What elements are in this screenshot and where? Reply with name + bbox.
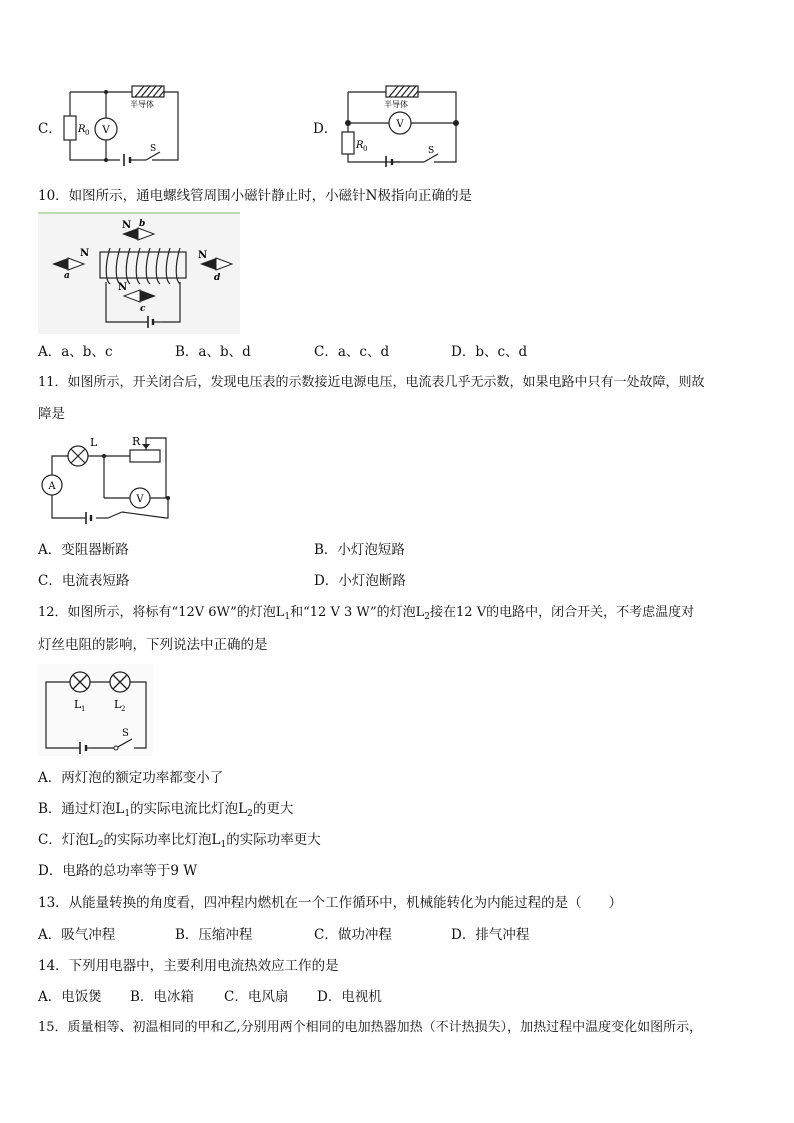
voltmeter-label: V (396, 119, 404, 130)
q10-compass-d-n: N (198, 250, 208, 261)
q11-option-c: C．电流表短路 (38, 573, 130, 589)
switch-label: S (150, 144, 157, 154)
q14-option-d: D．电视机 (317, 989, 382, 1005)
q10-option-c: C．a、c、d (314, 344, 390, 360)
q12-l2-label: L (114, 698, 122, 711)
q10-option-b: B．a、b、d (175, 344, 251, 360)
q11-option-b: B．小灯泡短路 (314, 542, 405, 558)
q13-option-c: C．做功冲程 (314, 927, 392, 943)
q13-stem: 13．从能量转换的角度看，四冲程内燃机在一个工作循环中，机械能转化为内能过程的是（ ） (38, 895, 623, 911)
option-d-circuit-figure (338, 82, 463, 167)
q14-option-c: C．电风扇 (224, 989, 289, 1005)
q12-option-d: D．电路的总功率等于9 W (38, 863, 198, 879)
q11-rheostat-label: R (132, 435, 141, 448)
semiconductor-label: 半导体 (130, 100, 154, 109)
q14-option-a: A．电饭煲 (38, 989, 102, 1005)
q10-compass-b-n: N (122, 220, 132, 231)
r0-subscript: 0 (85, 129, 90, 137)
q10-compass-a-label: a (64, 271, 70, 281)
voltmeter-label: V (102, 125, 110, 136)
q11-lamp-label: L (90, 436, 98, 449)
r0-subscript: 0 (363, 145, 368, 153)
option-c-circuit-figure (60, 82, 185, 167)
q11-voltmeter-label: V (136, 494, 144, 505)
q11-stem-line2: 障是 (38, 406, 65, 422)
r0-label: R (78, 124, 86, 135)
q13-option-d: D．排气冲程 (451, 927, 530, 943)
q12-l1-label: L (74, 698, 82, 711)
q12-l1-subscript: 1 (81, 705, 86, 713)
q12-option-c: C．灯泡$L_2$的实际功率比灯泡$L_1$的实际功率更大 (38, 832, 321, 850)
q11-circuit-figure (38, 430, 178, 525)
q10-compass-c-label: c (140, 304, 146, 314)
q12-circuit-figure (38, 664, 153, 756)
q10-compass-d-label: d (214, 273, 221, 283)
q11-option-a: A．变阻器断路 (38, 542, 129, 558)
q12-switch-label: S (122, 728, 129, 739)
q10-compass-c-n: N (118, 282, 128, 293)
q12-option-b: B．通过灯泡$L_1$的实际电流比灯泡$L_2$的更大 (38, 801, 294, 819)
q12-stem-line2: 灯丝电阻的影响，下列说法中正确的是 (38, 637, 268, 653)
q10-option-a: A．a、b、c (38, 344, 113, 360)
q10-option-d: D．b、c、d (451, 344, 528, 360)
q13-option-a: A．吸气冲程 (38, 927, 116, 943)
q12-l2-subscript: 2 (121, 705, 126, 713)
q14-stem: 14．下列用电器中，主要利用电流热效应工作的是 (38, 958, 339, 974)
q15-stem: 15．质量相等、初温相同的甲和乙,分别用两个相同的电加热器加热（不计热损失），加热过程中温度变化如图所示， (38, 1020, 703, 1035)
q13-option-b: B．压缩冲程 (175, 927, 253, 943)
option-d-label: D． (313, 121, 338, 137)
option-c-label: C． (38, 121, 62, 137)
semiconductor-label: 半导体 (384, 100, 408, 109)
q11-stem-line1: 11．如图所示，开关闭合后，发现电压表的示数接近电源电压，电流表几乎无示数，如果电路中只有一处故障，则故 (38, 375, 705, 390)
r0-label: R (356, 140, 364, 151)
q10-solenoid-figure (38, 212, 240, 334)
q14-option-b: B．电冰箱 (130, 989, 194, 1005)
q10-compass-a-n: N (80, 248, 90, 259)
switch-label: S (428, 146, 435, 156)
q10-compass-b-label: b (139, 219, 146, 229)
q10-stem: 10．如图所示，通电螺线管周围小磁针静止时，小磁针N极指向正确的是 (38, 188, 472, 204)
q11-option-d: D．小灯泡断路 (314, 573, 406, 589)
q11-ammeter-label: A (48, 481, 56, 492)
q12-stem-line1: 12．如图所示，将标有“12V 6W”的灯泡$L_1$和“12 V 3 W”的灯泡$L_2$接在12 V的电路中，闭合开关，不考虑温度对 (38, 605, 695, 622)
q12-option-a: A．两灯泡的额定功率都变小了 (38, 770, 224, 786)
